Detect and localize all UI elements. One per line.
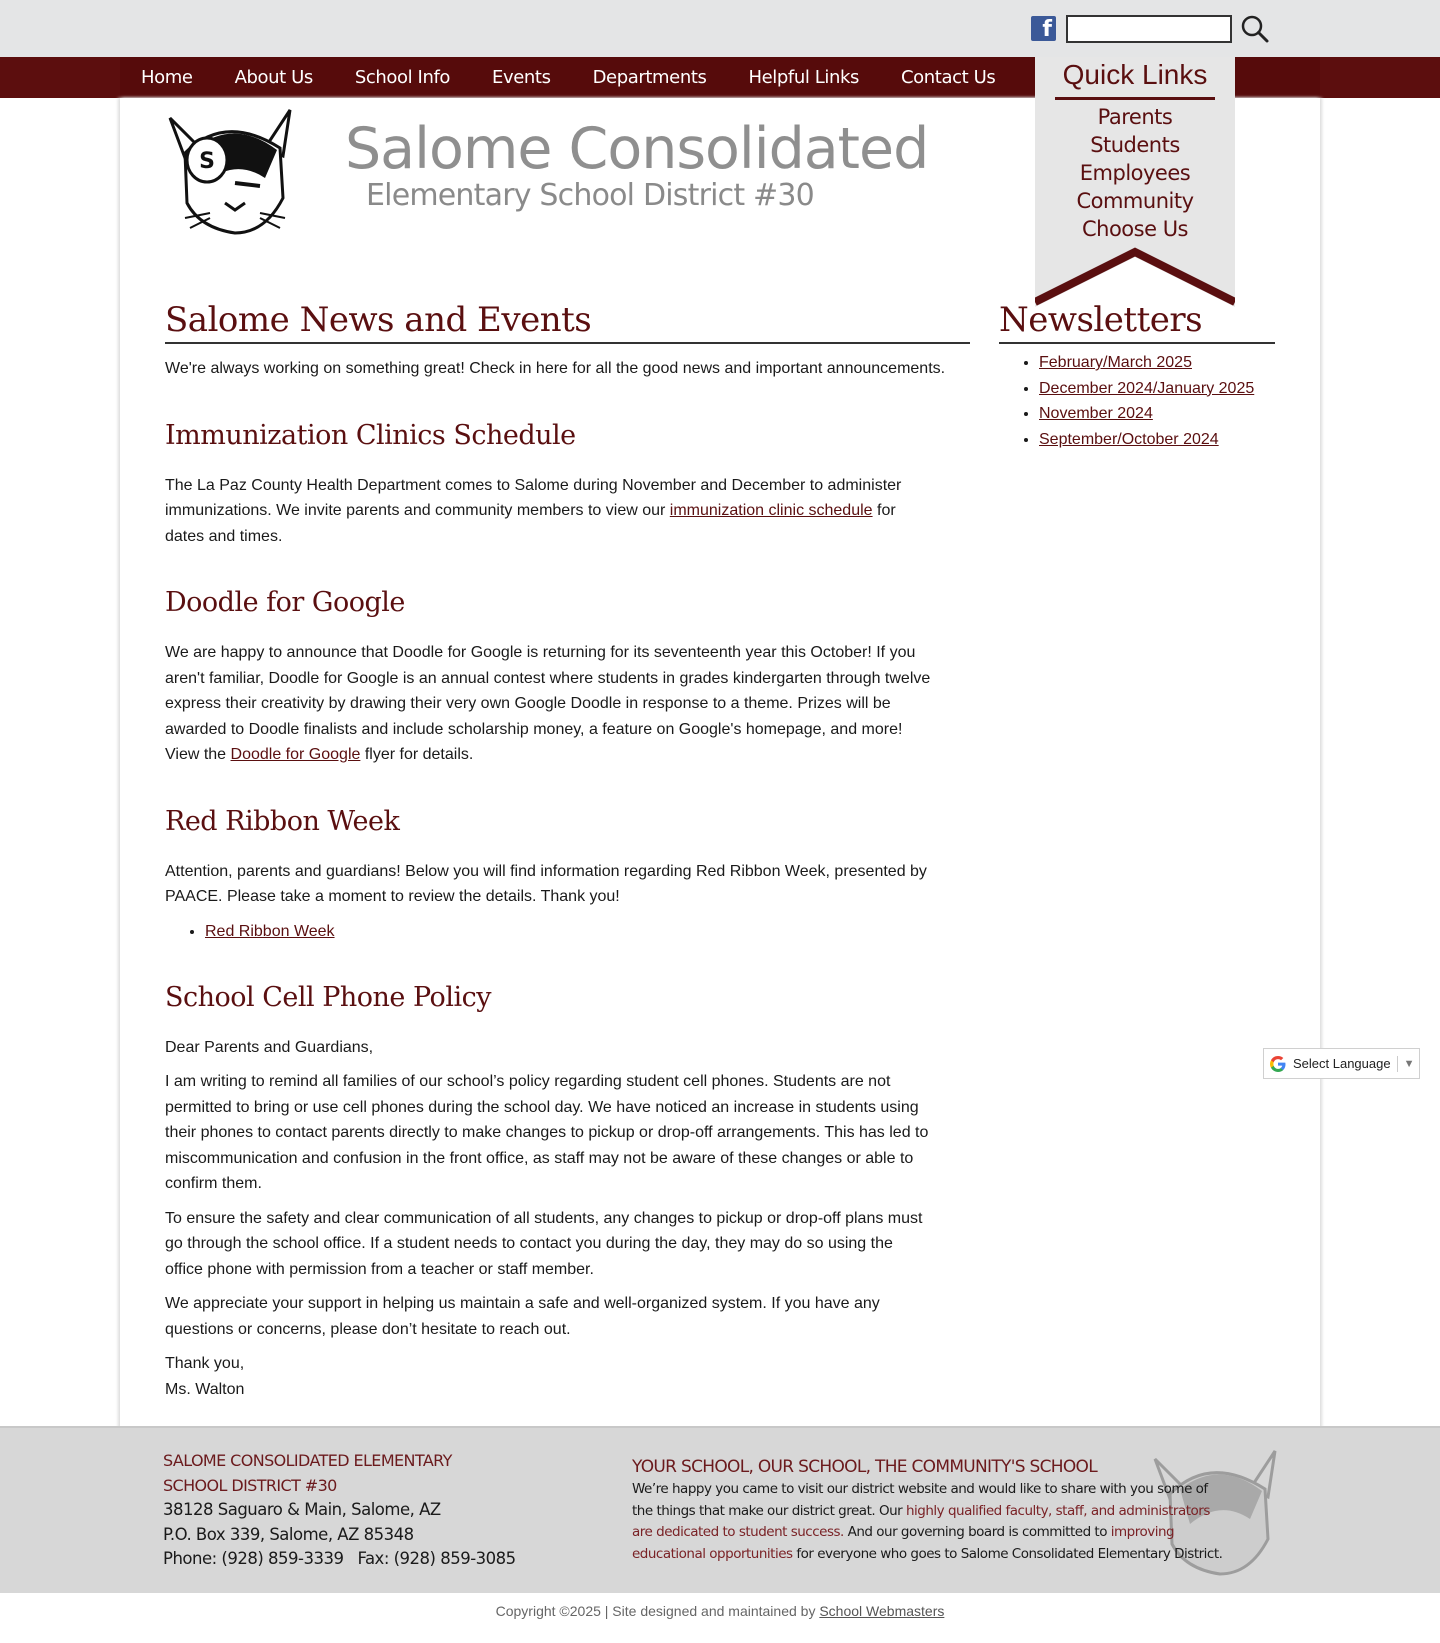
nav-school-info[interactable]: School Info [354, 67, 451, 88]
newsletter-link[interactable]: September/October 2024 [1039, 430, 1219, 448]
doodle-flyer-link[interactable]: Doodle for Google [230, 746, 361, 763]
newsletter-link[interactable]: February/March 2025 [1039, 354, 1192, 371]
list-item [1039, 427, 1275, 453]
quick-links-banner [1035, 57, 1235, 307]
list-item [1039, 376, 1275, 402]
quick-links-title: Quick Links [1062, 59, 1208, 90]
divider [1397, 1056, 1398, 1072]
red-ribbon-links [205, 919, 970, 944]
list-item [1039, 350, 1275, 376]
newsletter-link[interactable]: November 2024 [1039, 405, 1153, 422]
search-input[interactable] [1066, 15, 1232, 43]
copyright [0, 1603, 1440, 1619]
facebook-icon[interactable]: f [1031, 16, 1056, 41]
newsletters-sidebar [999, 300, 1275, 452]
red-ribbon-heading: Red Ribbon Week [165, 805, 400, 837]
cell-phone-greeting: Dear Parents and Guardians, [165, 1038, 374, 1056]
nav-contact-us[interactable]: Contact Us [901, 67, 996, 88]
google-icon [1269, 1055, 1287, 1073]
immunization-text: The La Paz County Health Department comes to Salome during November and December to administer immunizations. We invite parents and community members to view our immunization clinic schedule for dates and times. [165, 476, 902, 545]
immunization-heading: Immunization Clinics Schedule [165, 419, 576, 451]
search-icon[interactable] [1240, 14, 1270, 44]
svg-text:S: S [199, 149, 215, 174]
quick-link-community[interactable]: Community [1076, 189, 1194, 213]
cell-phone-paragraph: We appreciate your support in helping us maintain a safe and well-organized system. If you have any questions or concerns, please don’t hesitate to reach out. [165, 1295, 880, 1338]
nav-events[interactable]: Events [492, 67, 551, 88]
site-title[interactable]: Salome Consolidated [345, 116, 929, 182]
footer-phone-fax [163, 1547, 543, 1572]
footer-po-box: P.O. Box 339, Salome, AZ 85348 [163, 1524, 414, 1544]
intro-text: We're always working on something great! Check in here for all the good news and important announcements. [165, 360, 946, 377]
footer-heading: YOUR SCHOOL, OUR SCHOOL, THE COMMUNITY'S SCHOOL [632, 1457, 1097, 1477]
footer-phone: Phone: (928) 859-3339 [163, 1549, 344, 1568]
nav-about-us[interactable]: About Us [234, 67, 313, 88]
quick-link-parents[interactable]: Parents [1097, 105, 1173, 129]
nav-departments[interactable]: Departments [592, 67, 707, 88]
nav-home[interactable]: Home [141, 67, 193, 88]
list-item [1039, 401, 1275, 427]
top-bar [0, 0, 1440, 57]
quick-link-choose-us[interactable]: Choose Us [1081, 217, 1189, 241]
footer-contact [163, 1448, 543, 1572]
language-select[interactable] [1263, 1048, 1420, 1079]
faculty-link[interactable]: highly qualified faculty, staff, and administrators are dedicated to student success. [632, 1502, 1210, 1540]
quick-links-divider [1055, 97, 1215, 100]
cell-phone-paragraph: I am writing to remind all families of our school’s policy regarding student cell phones. Students are not permitted to bring or use cell phones during the school day. We have noticed an increase in students using their phones to contact parents directly to make changes to pickup or drop-off arrangements. This has led to miscommunication and confusion in the front office, as staff may not be aware of these changes or able to confirm them. [165, 1073, 929, 1192]
footer-org-name: SALOME CONSOLIDATED ELEMENTARY [163, 1451, 452, 1470]
school-webmasters-link[interactable]: School Webmasters [819, 1603, 945, 1619]
news-content [165, 300, 970, 1411]
red-ribbon-week-link[interactable]: Red Ribbon Week [205, 922, 335, 940]
doodle-heading: Doodle for Google [165, 587, 405, 618]
bobcat-logo-icon[interactable] [165, 108, 295, 236]
footer-org-name: SCHOOL DISTRICT #30 [163, 1476, 337, 1495]
page-title: Salome News and Events [165, 300, 970, 344]
footer [0, 1426, 1440, 1593]
quick-link-employees[interactable]: Employees [1079, 161, 1191, 185]
language-select-label: Select Language [1293, 1056, 1391, 1071]
newsletter-link[interactable]: December 2024/January 2025 [1039, 379, 1255, 397]
cell-phone-paragraph: To ensure the safety and clear communication of all students, any changes to pickup or drop-off plans must go through the school office. If a student needs to contact you during the day, they may do so using the office phone with permission from a teacher or staff member. [165, 1209, 923, 1278]
list-item [205, 919, 970, 944]
immunization-schedule-link[interactable]: immunization clinic schedule [669, 502, 873, 519]
nav-helpful-links[interactable]: Helpful Links [748, 67, 860, 88]
footer-address: 38128 Saguaro & Main, Salome, AZ [163, 1500, 441, 1519]
footer-fax: Fax: (928) 859-3085 [357, 1549, 516, 1568]
educational-opportunities-link[interactable]: improving educational opportunities [632, 1524, 1175, 1562]
newsletters-title: Newsletters [999, 300, 1275, 344]
red-ribbon-text: Attention, parents and guardians! Below you will find information regarding Red Ribbon Week, presented by PAACE. Please take a moment to review the details. Thank you! [165, 862, 927, 905]
caret-down-icon: ▼ [1403, 1057, 1415, 1070]
footer-about-text: We’re happy you came to visit our district website and would like to share with you some of the things that make our district great. Our highly qualified faculty, staff, and administrators are dedicated to student success. And our governing board is committed to improving educational opportunities for everyone who goes to Salome Consolidated Elementary District. [632, 1481, 1223, 1562]
quick-link-students[interactable]: Students [1090, 133, 1180, 157]
cell-phone-heading: School Cell Phone Policy [165, 981, 491, 1013]
footer-about [632, 1455, 1232, 1565]
cell-phone-signoff: Thank you, Ms. Walton [165, 1355, 245, 1398]
site-subtitle: Elementary School District #30 [366, 178, 814, 213]
copyright-text: Copyright ©2025 | Site designed and maintained by [495, 1603, 820, 1619]
doodle-text: We are happy to announce that Doodle for Google is returning for its seventeenth year this October! If you aren't familiar, Doodle for Google is an annual contest where students in grades kindergarten through twelve express their creativity by drawing their very own Google Doodle in response to a theme. Prizes will be awarded to Doodle finalists and include scholarship money, a feature on Google's homepage, and more! View the Doodle for Google flyer for details. [165, 644, 931, 763]
